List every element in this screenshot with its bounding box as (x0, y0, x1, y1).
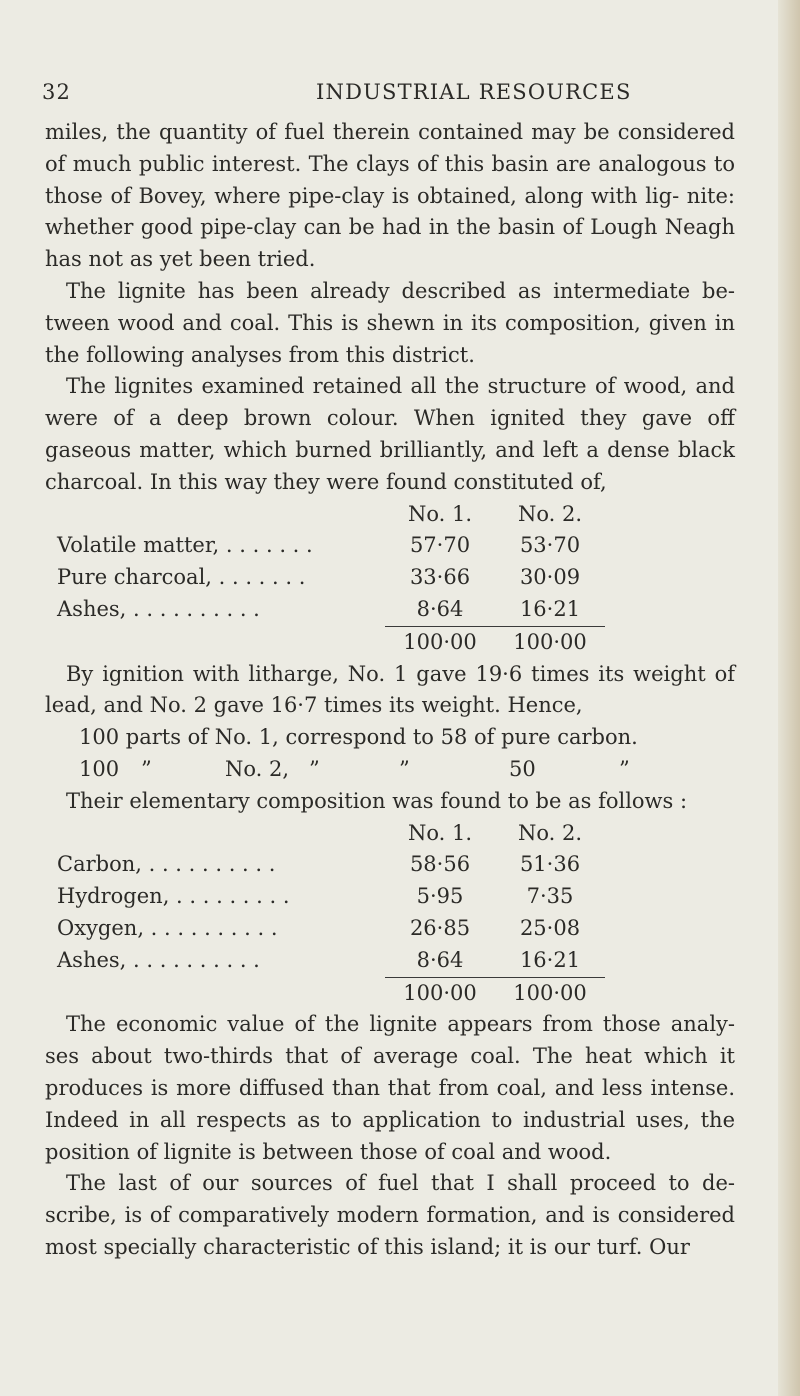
row-label: Carbon, . . . . . . . . . . (57, 852, 276, 877)
value-no1: 26·85 (409, 915, 471, 940)
total-no1: 100·00 (385, 626, 495, 658)
page-number: 32 (42, 80, 72, 104)
row-label: Ashes, . . . . . . . . . . (57, 947, 260, 972)
column-header-no2: No. 2. (517, 501, 583, 526)
table-row (57, 530, 605, 562)
ditto-mark: ” (619, 756, 630, 781)
value-no2: 25·08 (519, 915, 581, 940)
row-label: Pure charcoal, . . . . . . . (57, 565, 306, 590)
paragraph-5: Their elementary composition was found to be as follows : (66, 788, 688, 813)
page-edge (778, 0, 800, 1396)
value-no1: 5·95 (416, 884, 464, 909)
row-label: Ashes, . . . . . . . . . . (57, 597, 260, 622)
row-label: Volatile matter, . . . . . . . (57, 533, 313, 558)
table-total-row (57, 977, 605, 1009)
paragraph-7: The last of our sources of fuel that I shall proceed to de- scribe, is of comparatively modern formation, and is considered most specially characteristic of this island; it is our turf. Our (45, 1171, 735, 1259)
value-no2: 16·21 (519, 596, 581, 621)
column-header-no1: No. 1. (407, 501, 473, 526)
row-label: Oxygen, . . . . . . . . . . (57, 915, 278, 940)
value-no2: 30·09 (519, 565, 581, 590)
value-no2: 51·36 (519, 852, 581, 877)
paragraph-4b: 100 parts of No. 1, correspond to 58 of pure carbon. (79, 725, 638, 750)
table-row (57, 594, 605, 626)
ratio-no2: No. 2, (225, 756, 290, 781)
value-no2: 16·21 (519, 947, 581, 972)
ditto-mark: ” (309, 756, 320, 781)
table-row (57, 945, 605, 977)
paragraph-6: The economic value of the lignite appears from those analy- ses about two-thirds that of average coal. The heat which it produces is more diffused than that from coal, and less intense. Indeed in all respects as to application to industrial uses, the position of lignite is between those of coal and wood. (45, 1012, 735, 1164)
table-row (57, 913, 605, 945)
value-no1: 58·56 (409, 852, 471, 877)
ditto-mark: ” (141, 756, 152, 781)
value-no2: 7·35 (526, 884, 574, 909)
body-text (45, 117, 735, 1264)
total-no2: 100·00 (495, 977, 605, 1009)
table-row (57, 849, 605, 881)
ditto-mark: ” (399, 756, 410, 781)
total-no2: 100·00 (495, 626, 605, 658)
paragraph-3: The lignites examined retained all the structure of wood, and were of a deep brown colour. When ignited they gave off gaseous matter, which burned brilliantly, and left a dense black charcoal. In this way they were found constituted of, (45, 374, 735, 494)
paragraph-2: The lignite has been already described as intermediate be- tween wood and coal. This is shewn in its composition, given in the following analyses from this district. (45, 278, 735, 367)
row-label: Hydrogen, . . . . . . . . . (57, 884, 290, 909)
value-no1: 8·64 (416, 947, 464, 972)
paragraph-4: By ignition with litharge, No. 1 gave 19·6 times its weight of lead, and No. 2 gave 16·7 times its weight. Hence, (45, 661, 735, 718)
table-header-row (57, 818, 605, 850)
analysis-table-1 (57, 499, 605, 659)
table-row (57, 562, 605, 594)
value-no1: 8·64 (416, 596, 464, 621)
ratio-row (45, 754, 735, 786)
value-no2: 53·70 (519, 533, 581, 558)
column-header-no2: No. 2. (517, 820, 583, 845)
analysis-table-2 (57, 818, 605, 1010)
table-header-row (57, 499, 605, 531)
ratio-100: 100 (79, 756, 120, 781)
total-no1: 100·00 (385, 977, 495, 1009)
running-title: INDUSTRIAL RESOURCES (316, 80, 632, 104)
value-no1: 33·66 (409, 565, 471, 590)
table-row (57, 881, 605, 913)
column-header-no1: No. 1. (407, 820, 473, 845)
ratio-50: 50 (509, 756, 536, 781)
value-no1: 57·70 (409, 533, 471, 558)
paragraph-1: miles, the quantity of fuel therein contained may be considered of much public interest. The clays of this basin are analogous to those of Bovey, where pipe-clay is obtained, along with lig- nite: whether good pipe-clay can be had in the basin of Lough Neagh has not as yet been tried. (45, 120, 735, 272)
table-total-row (57, 626, 605, 658)
